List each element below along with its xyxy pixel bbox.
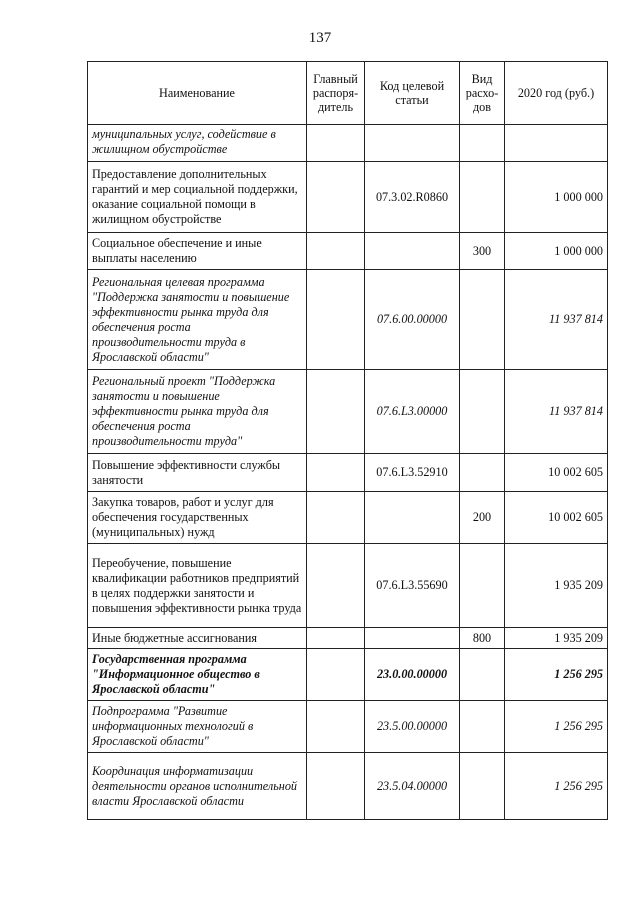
cell-amount: 10 002 605 [505, 454, 608, 492]
cell-amount: 1 000 000 [505, 233, 608, 270]
cell-amount: 1 256 295 [505, 649, 608, 701]
cell-type: 800 [460, 628, 505, 649]
table-body [88, 125, 608, 820]
cell-admin [307, 370, 365, 454]
cell-code: 23.0.00.00000 [365, 649, 460, 701]
cell-amount: 11 937 814 [505, 270, 608, 370]
cell-admin [307, 125, 365, 162]
cell-amount: 1 256 295 [505, 701, 608, 753]
cell-code: 07.6.L3.52910 [365, 454, 460, 492]
cell-amount: 1 256 295 [505, 753, 608, 820]
cell-admin [307, 753, 365, 820]
cell-type [460, 270, 505, 370]
cell-admin [307, 628, 365, 649]
cell-code [365, 233, 460, 270]
cell-name: Координация информатизации деятельности органов исполнительной власти Ярославской области [88, 753, 307, 820]
cell-amount: 1 000 000 [505, 162, 608, 233]
header-amount: 2020 год (руб.) [505, 62, 608, 125]
cell-code [365, 492, 460, 544]
table-row [88, 649, 608, 701]
cell-admin [307, 162, 365, 233]
cell-type [460, 544, 505, 628]
cell-code: 07.6.L3.55690 [365, 544, 460, 628]
table-row [88, 628, 608, 649]
table-row [88, 370, 608, 454]
header-code: Код целевой статьи [365, 62, 460, 125]
cell-type [460, 454, 505, 492]
cell-code: 07.3.02.R0860 [365, 162, 460, 233]
cell-amount: 1 935 209 [505, 544, 608, 628]
cell-amount: 10 002 605 [505, 492, 608, 544]
table-row [88, 701, 608, 753]
cell-code: 07.6.00.00000 [365, 270, 460, 370]
cell-name: Предоставление дополнительных гарантий и мер социальной поддержки, оказание социальной помощи в жилищном обустройстве [88, 162, 307, 233]
cell-name: Подпрограмма "Развитие информационных технологий в Ярославской области" [88, 701, 307, 753]
header-admin: Главный распоря-дитель [307, 62, 365, 125]
table-row [88, 544, 608, 628]
header-type: Вид расхо-дов [460, 62, 505, 125]
table-row [88, 125, 608, 162]
cell-type [460, 370, 505, 454]
cell-type [460, 125, 505, 162]
header-name: Наименование [88, 62, 307, 125]
cell-name: Иные бюджетные ассигнования [88, 628, 307, 649]
table-row [88, 492, 608, 544]
cell-admin [307, 454, 365, 492]
cell-type: 200 [460, 492, 505, 544]
cell-amount: 1 935 209 [505, 628, 608, 649]
page-number: 137 [308, 30, 332, 46]
table-row [88, 270, 608, 370]
cell-code: 07.6.L3.00000 [365, 370, 460, 454]
cell-name: Повышение эффективности службы занятости [88, 454, 307, 492]
cell-admin [307, 649, 365, 701]
cell-code [365, 628, 460, 649]
cell-admin [307, 270, 365, 370]
cell-amount [505, 125, 608, 162]
table-row [88, 233, 608, 270]
cell-name: Государственная программа "Информационное общество в Ярославской области" [88, 649, 307, 701]
table-row [88, 162, 608, 233]
cell-name: Социальное обеспечение и иные выплаты населению [88, 233, 307, 270]
cell-admin [307, 492, 365, 544]
cell-admin [307, 233, 365, 270]
cell-type [460, 649, 505, 701]
cell-type [460, 753, 505, 820]
cell-name: муниципальных услуг, содействие в жилищном обустройстве [88, 125, 307, 162]
cell-name: Закупка товаров, работ и услуг для обеспечения государственных (муниципальных) нужд [88, 492, 307, 544]
cell-name: Переобучение, повышение квалификации работников предприятий в целях поддержки занятости и повышения эффективности рынка труда [88, 544, 307, 628]
cell-type [460, 162, 505, 233]
cell-name: Региональная целевая программа "Поддержка занятости и повышение эффективности рынка труда для обеспечения роста производительности труда в Ярославской области" [88, 270, 307, 370]
cell-code: 23.5.00.00000 [365, 701, 460, 753]
cell-name: Региональный проект "Поддержка занятости и повышение эффективности рынка труда для обеспечения роста производительности труда" [88, 370, 307, 454]
table-row [88, 753, 608, 820]
table-row [88, 454, 608, 492]
cell-admin [307, 544, 365, 628]
budget-table [87, 61, 608, 820]
cell-code [365, 125, 460, 162]
cell-type: 300 [460, 233, 505, 270]
cell-type [460, 701, 505, 753]
cell-amount: 11 937 814 [505, 370, 608, 454]
cell-admin [307, 701, 365, 753]
table-header [88, 62, 608, 125]
cell-code: 23.5.04.00000 [365, 753, 460, 820]
